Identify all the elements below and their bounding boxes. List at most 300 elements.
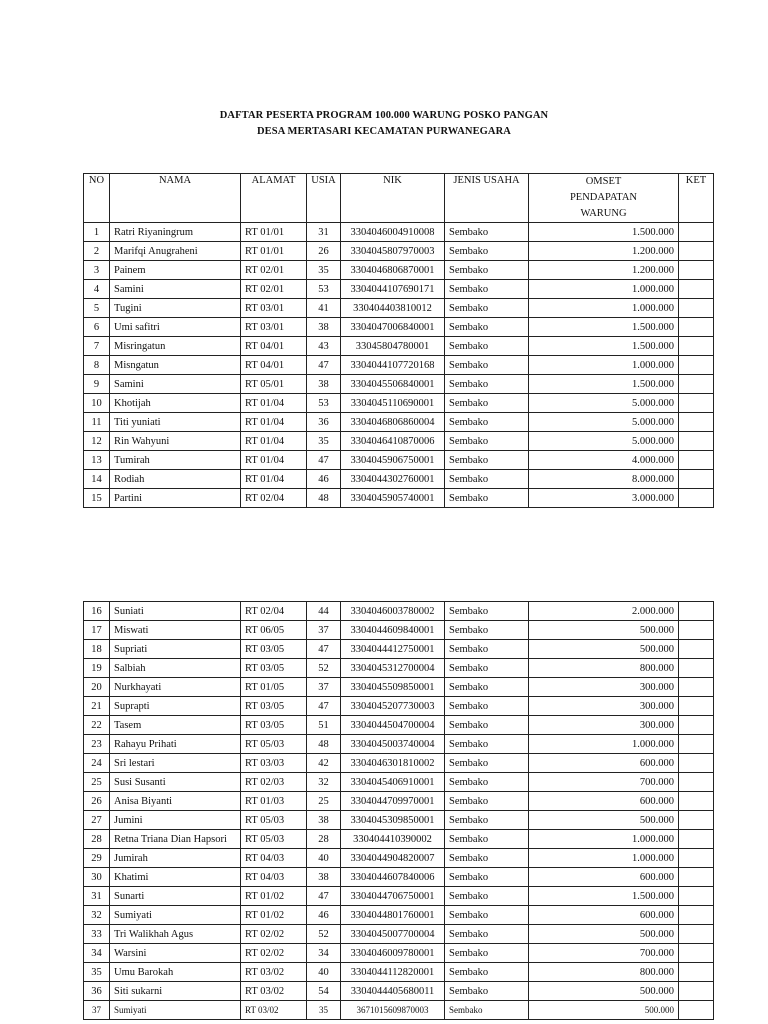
cell-usia: 47 xyxy=(307,697,341,716)
table-row xyxy=(84,830,714,849)
cell-omset: 1.500.000 xyxy=(529,223,679,242)
cell-alamat: RT 01/04 xyxy=(241,413,307,432)
table-row xyxy=(84,1001,714,1020)
cell-nama: Rahayu Prihati xyxy=(110,735,241,754)
cell-usia: 32 xyxy=(307,773,341,792)
cell-omset: 600.000 xyxy=(529,868,679,887)
cell-omset: 4.000.000 xyxy=(529,451,679,470)
cell-no: 32 xyxy=(84,906,110,925)
table-row xyxy=(84,716,714,735)
table-row xyxy=(84,640,714,659)
cell-jenis-usaha: Sembako xyxy=(445,849,529,868)
cell-no: 8 xyxy=(84,356,110,375)
cell-nik: 3304046009780001 xyxy=(341,944,445,963)
cell-ket xyxy=(679,413,714,432)
cell-no: 6 xyxy=(84,318,110,337)
cell-alamat: RT 03/01 xyxy=(241,299,307,318)
cell-ket xyxy=(679,925,714,944)
table-row xyxy=(84,773,714,792)
cell-ket xyxy=(679,337,714,356)
cell-usia: 38 xyxy=(307,318,341,337)
cell-usia: 35 xyxy=(307,261,341,280)
cell-nik: 3304045312700004 xyxy=(341,659,445,678)
table-row xyxy=(84,318,714,337)
cell-omset: 1.500.000 xyxy=(529,887,679,906)
cell-nama: Umu Barokah xyxy=(110,963,241,982)
cell-usia: 51 xyxy=(307,716,341,735)
cell-jenis-usaha: Sembako xyxy=(445,906,529,925)
cell-usia: 38 xyxy=(307,868,341,887)
table-row xyxy=(84,242,714,261)
cell-omset: 5.000.000 xyxy=(529,394,679,413)
cell-ket xyxy=(679,356,714,375)
cell-nik: 3304044609840001 xyxy=(341,621,445,640)
cell-usia: 53 xyxy=(307,280,341,299)
cell-ket xyxy=(679,982,714,1001)
cell-alamat: RT 06/05 xyxy=(241,621,307,640)
cell-nik: 3304045007700004 xyxy=(341,925,445,944)
cell-jenis-usaha: Sembako xyxy=(445,470,529,489)
cell-no: 29 xyxy=(84,849,110,868)
cell-alamat: RT 02/01 xyxy=(241,261,307,280)
cell-omset: 2.000.000 xyxy=(529,602,679,621)
table-row xyxy=(84,754,714,773)
table-row xyxy=(84,470,714,489)
cell-ket xyxy=(679,773,714,792)
cell-omset: 1.000.000 xyxy=(529,735,679,754)
cell-alamat: RT 04/03 xyxy=(241,849,307,868)
cell-omset: 1.000.000 xyxy=(529,280,679,299)
cell-usia: 44 xyxy=(307,602,341,621)
cell-no: 17 xyxy=(84,621,110,640)
cell-alamat: RT 05/01 xyxy=(241,375,307,394)
cell-no: 37 xyxy=(84,1001,110,1020)
header-omset: OMSET PENDAPATAN WARUNG xyxy=(529,174,679,223)
header-no: NO xyxy=(84,174,110,223)
cell-alamat: RT 05/03 xyxy=(241,811,307,830)
cell-jenis-usaha: Sembako xyxy=(445,602,529,621)
cell-nik: 3304045506840001 xyxy=(341,375,445,394)
cell-ket xyxy=(679,1001,714,1020)
cell-nama: Susi Susanti xyxy=(110,773,241,792)
cell-jenis-usaha: Sembako xyxy=(445,678,529,697)
cell-nama: Rin Wahyuni xyxy=(110,432,241,451)
table-row xyxy=(84,394,714,413)
cell-omset: 1.000.000 xyxy=(529,299,679,318)
cell-omset: 700.000 xyxy=(529,944,679,963)
table-row xyxy=(84,337,714,356)
cell-jenis-usaha: Sembako xyxy=(445,318,529,337)
cell-omset: 700.000 xyxy=(529,773,679,792)
cell-jenis-usaha: Sembako xyxy=(445,621,529,640)
table-row xyxy=(84,261,714,280)
table-row xyxy=(84,602,714,621)
cell-nama: Misringatun xyxy=(110,337,241,356)
cell-alamat: RT 04/01 xyxy=(241,356,307,375)
cell-usia: 47 xyxy=(307,356,341,375)
cell-omset: 500.000 xyxy=(529,640,679,659)
table-row xyxy=(84,280,714,299)
cell-alamat: RT 03/02 xyxy=(241,1001,307,1020)
cell-usia: 26 xyxy=(307,242,341,261)
cell-nik: 3304046806870001 xyxy=(341,261,445,280)
cell-nama: Warsini xyxy=(110,944,241,963)
cell-jenis-usaha: Sembako xyxy=(445,735,529,754)
cell-jenis-usaha: Sembako xyxy=(445,242,529,261)
cell-nama: Titi yuniati xyxy=(110,413,241,432)
cell-usia: 31 xyxy=(307,223,341,242)
table-row xyxy=(84,299,714,318)
cell-nik: 3304045406910001 xyxy=(341,773,445,792)
cell-jenis-usaha: Sembako xyxy=(445,489,529,508)
cell-alamat: RT 05/03 xyxy=(241,735,307,754)
cell-jenis-usaha: Sembako xyxy=(445,375,529,394)
table-row xyxy=(84,792,714,811)
cell-omset: 1.200.000 xyxy=(529,261,679,280)
cell-ket xyxy=(679,944,714,963)
cell-alamat: RT 03/05 xyxy=(241,716,307,735)
cell-nik: 3304044904820007 xyxy=(341,849,445,868)
cell-ket xyxy=(679,830,714,849)
cell-alamat: RT 01/01 xyxy=(241,223,307,242)
table-body-2 xyxy=(84,602,714,1020)
cell-ket xyxy=(679,261,714,280)
cell-ket xyxy=(679,432,714,451)
cell-omset: 1.500.000 xyxy=(529,337,679,356)
cell-nama: Suprapti xyxy=(110,697,241,716)
cell-ket xyxy=(679,887,714,906)
cell-no: 25 xyxy=(84,773,110,792)
cell-nik: 3304046301810002 xyxy=(341,754,445,773)
cell-no: 18 xyxy=(84,640,110,659)
cell-usia: 54 xyxy=(307,982,341,1001)
table-row xyxy=(84,413,714,432)
header-jenis-usaha: JENIS USAHA xyxy=(445,174,529,223)
cell-jenis-usaha: Sembako xyxy=(445,356,529,375)
table-row xyxy=(84,925,714,944)
cell-nama: Partini xyxy=(110,489,241,508)
cell-nama: Sumiyati xyxy=(110,906,241,925)
cell-nik: 3304044107690171 xyxy=(341,280,445,299)
cell-ket xyxy=(679,678,714,697)
cell-no: 23 xyxy=(84,735,110,754)
table-row xyxy=(84,735,714,754)
cell-alamat: RT 04/03 xyxy=(241,868,307,887)
header-nama: NAMA xyxy=(110,174,241,223)
cell-nik: 3304046004910008 xyxy=(341,223,445,242)
table-row xyxy=(84,887,714,906)
cell-jenis-usaha: Sembako xyxy=(445,963,529,982)
cell-alamat: RT 02/03 xyxy=(241,773,307,792)
cell-ket xyxy=(679,299,714,318)
cell-omset: 500.000 xyxy=(529,982,679,1001)
cell-no: 36 xyxy=(84,982,110,1001)
cell-no: 3 xyxy=(84,261,110,280)
cell-nik: 3304044709970001 xyxy=(341,792,445,811)
cell-jenis-usaha: Sembako xyxy=(445,944,529,963)
table-row xyxy=(84,659,714,678)
cell-jenis-usaha: Sembako xyxy=(445,413,529,432)
cell-omset: 800.000 xyxy=(529,659,679,678)
cell-nama: Painem xyxy=(110,261,241,280)
cell-nama: Samini xyxy=(110,280,241,299)
cell-no: 20 xyxy=(84,678,110,697)
cell-nama: Miswati xyxy=(110,621,241,640)
cell-usia: 53 xyxy=(307,394,341,413)
cell-no: 12 xyxy=(84,432,110,451)
cell-ket xyxy=(679,640,714,659)
cell-ket xyxy=(679,451,714,470)
cell-no: 22 xyxy=(84,716,110,735)
cell-alamat: RT 03/01 xyxy=(241,318,307,337)
participants-table-2 xyxy=(83,601,714,1020)
document-subtitle: DESA MERTASARI KECAMATAN PURWANEGARA xyxy=(256,126,511,137)
cell-no: 1 xyxy=(84,223,110,242)
cell-alamat: RT 03/02 xyxy=(241,982,307,1001)
cell-usia: 42 xyxy=(307,754,341,773)
cell-nik: 330404410390002 xyxy=(341,830,445,849)
cell-nama: Nurkhayati xyxy=(110,678,241,697)
cell-alamat: RT 02/04 xyxy=(241,602,307,621)
cell-alamat: RT 01/03 xyxy=(241,792,307,811)
cell-usia: 47 xyxy=(307,451,341,470)
cell-usia: 52 xyxy=(307,659,341,678)
cell-ket xyxy=(679,375,714,394)
cell-no: 7 xyxy=(84,337,110,356)
table-row xyxy=(84,868,714,887)
cell-jenis-usaha: Sembako xyxy=(445,925,529,944)
cell-nik: 3304044801760001 xyxy=(341,906,445,925)
cell-no: 19 xyxy=(84,659,110,678)
cell-omset: 300.000 xyxy=(529,678,679,697)
cell-nama: Jumini xyxy=(110,811,241,830)
cell-jenis-usaha: Sembako xyxy=(445,830,529,849)
cell-nik: 3304044302760001 xyxy=(341,470,445,489)
cell-nik: 3304045110690001 xyxy=(341,394,445,413)
cell-alamat: RT 02/02 xyxy=(241,944,307,963)
cell-ket xyxy=(679,394,714,413)
cell-jenis-usaha: Sembako xyxy=(445,394,529,413)
cell-usia: 38 xyxy=(307,375,341,394)
cell-usia: 46 xyxy=(307,906,341,925)
cell-omset: 800.000 xyxy=(529,963,679,982)
cell-omset: 1.200.000 xyxy=(529,242,679,261)
cell-usia: 28 xyxy=(307,830,341,849)
cell-no: 11 xyxy=(84,413,110,432)
cell-nik: 3304044504700004 xyxy=(341,716,445,735)
cell-ket xyxy=(679,602,714,621)
cell-ket xyxy=(679,489,714,508)
cell-nama: Umi safitri xyxy=(110,318,241,337)
cell-ket xyxy=(679,621,714,640)
cell-alamat: RT 01/02 xyxy=(241,887,307,906)
cell-jenis-usaha: Sembako xyxy=(445,659,529,678)
cell-jenis-usaha: Sembako xyxy=(445,982,529,1001)
cell-omset: 600.000 xyxy=(529,906,679,925)
cell-ket xyxy=(679,868,714,887)
cell-usia: 48 xyxy=(307,735,341,754)
table-row xyxy=(84,678,714,697)
cell-nik: 3304045207730003 xyxy=(341,697,445,716)
cell-jenis-usaha: Sembako xyxy=(445,697,529,716)
cell-omset: 300.000 xyxy=(529,716,679,735)
cell-no: 26 xyxy=(84,792,110,811)
cell-jenis-usaha: Sembako xyxy=(445,811,529,830)
cell-nik: 3304045003740004 xyxy=(341,735,445,754)
cell-nama: Retna Triana Dian Hapsori xyxy=(110,830,241,849)
cell-jenis-usaha: Sembako xyxy=(445,773,529,792)
cell-omset: 5.000.000 xyxy=(529,432,679,451)
cell-alamat: RT 03/05 xyxy=(241,697,307,716)
cell-nama: Rodiah xyxy=(110,470,241,489)
cell-alamat: RT 03/03 xyxy=(241,754,307,773)
cell-no: 28 xyxy=(84,830,110,849)
cell-no: 14 xyxy=(84,470,110,489)
table-body-1 xyxy=(84,223,714,508)
cell-nik: 33045804780001 xyxy=(341,337,445,356)
table-row xyxy=(84,982,714,1001)
cell-no: 27 xyxy=(84,811,110,830)
cell-usia: 48 xyxy=(307,489,341,508)
cell-ket xyxy=(679,223,714,242)
cell-nama: Anisa Biyanti xyxy=(110,792,241,811)
cell-omset: 600.000 xyxy=(529,792,679,811)
cell-omset: 1.500.000 xyxy=(529,318,679,337)
cell-nama: Ratri Riyaningrum xyxy=(110,223,241,242)
cell-ket xyxy=(679,963,714,982)
table-row xyxy=(84,906,714,925)
cell-usia: 41 xyxy=(307,299,341,318)
cell-omset: 500.000 xyxy=(529,925,679,944)
cell-usia: 46 xyxy=(307,470,341,489)
cell-omset: 8.000.000 xyxy=(529,470,679,489)
cell-no: 24 xyxy=(84,754,110,773)
cell-nik: 3304044607840006 xyxy=(341,868,445,887)
cell-usia: 37 xyxy=(307,621,341,640)
cell-alamat: RT 01/04 xyxy=(241,470,307,489)
cell-usia: 36 xyxy=(307,413,341,432)
cell-jenis-usaha: Sembako xyxy=(445,280,529,299)
header-nik: NIK xyxy=(341,174,445,223)
cell-nama: Khatimi xyxy=(110,868,241,887)
cell-usia: 47 xyxy=(307,887,341,906)
cell-usia: 40 xyxy=(307,963,341,982)
table-row xyxy=(84,849,714,868)
cell-ket xyxy=(679,659,714,678)
cell-nama: Suniati xyxy=(110,602,241,621)
cell-nama: Siti sukarni xyxy=(110,982,241,1001)
cell-jenis-usaha: Sembako xyxy=(445,337,529,356)
header-usia: USIA xyxy=(307,174,341,223)
table-row xyxy=(84,944,714,963)
cell-nik: 3304046806860004 xyxy=(341,413,445,432)
cell-no: 21 xyxy=(84,697,110,716)
table-row xyxy=(84,697,714,716)
cell-nik: 330404403810012 xyxy=(341,299,445,318)
cell-no: 15 xyxy=(84,489,110,508)
cell-omset: 600.000 xyxy=(529,754,679,773)
cell-ket xyxy=(679,318,714,337)
cell-nik: 3304045309850001 xyxy=(341,811,445,830)
cell-alamat: RT 03/05 xyxy=(241,659,307,678)
cell-no: 4 xyxy=(84,280,110,299)
cell-omset: 500.000 xyxy=(529,1001,679,1020)
participants-table-1 xyxy=(83,173,714,508)
cell-jenis-usaha: Sembako xyxy=(445,716,529,735)
cell-nama: Misngatun xyxy=(110,356,241,375)
cell-jenis-usaha: Sembako xyxy=(445,754,529,773)
cell-ket xyxy=(679,754,714,773)
cell-alamat: RT 02/01 xyxy=(241,280,307,299)
cell-jenis-usaha: Sembako xyxy=(445,868,529,887)
cell-jenis-usaha: Sembako xyxy=(445,887,529,906)
cell-nama: Sumiyati xyxy=(110,1001,241,1020)
cell-jenis-usaha: Sembako xyxy=(445,451,529,470)
cell-omset: 500.000 xyxy=(529,621,679,640)
cell-nama: Jumirah xyxy=(110,849,241,868)
cell-nik: 3304047006840001 xyxy=(341,318,445,337)
cell-alamat: RT 04/01 xyxy=(241,337,307,356)
cell-usia: 25 xyxy=(307,792,341,811)
cell-nik: 3304046410870006 xyxy=(341,432,445,451)
header-ket: KET xyxy=(679,174,714,223)
cell-alamat: RT 01/04 xyxy=(241,394,307,413)
cell-nik: 3304044112820001 xyxy=(341,963,445,982)
cell-ket xyxy=(679,849,714,868)
cell-omset: 500.000 xyxy=(529,811,679,830)
cell-usia: 34 xyxy=(307,944,341,963)
cell-ket xyxy=(679,470,714,489)
cell-usia: 43 xyxy=(307,337,341,356)
cell-alamat: RT 05/03 xyxy=(241,830,307,849)
cell-nik: 3304045905740001 xyxy=(341,489,445,508)
table-row xyxy=(84,811,714,830)
cell-ket xyxy=(679,280,714,299)
document-title: DAFTAR PESERTA PROGRAM 100.000 WARUNG POSKO PANGAN xyxy=(219,110,549,121)
cell-usia: 38 xyxy=(307,811,341,830)
cell-nama: Marifqi Anugraheni xyxy=(110,242,241,261)
cell-jenis-usaha: Sembako xyxy=(445,792,529,811)
cell-nama: Sri lestari xyxy=(110,754,241,773)
table-row xyxy=(84,963,714,982)
cell-jenis-usaha: Sembako xyxy=(445,432,529,451)
cell-nik: 3671015609870003 xyxy=(341,1001,445,1020)
cell-alamat: RT 01/05 xyxy=(241,678,307,697)
cell-ket xyxy=(679,792,714,811)
cell-alamat: RT 02/02 xyxy=(241,925,307,944)
table-row xyxy=(84,375,714,394)
cell-usia: 35 xyxy=(307,432,341,451)
cell-alamat: RT 01/02 xyxy=(241,906,307,925)
cell-no: 2 xyxy=(84,242,110,261)
table-row xyxy=(84,451,714,470)
cell-jenis-usaha: Sembako xyxy=(445,1001,529,1020)
cell-alamat: RT 01/04 xyxy=(241,451,307,470)
cell-nik: 3304045509850001 xyxy=(341,678,445,697)
cell-nama: Tugini xyxy=(110,299,241,318)
cell-omset: 1.000.000 xyxy=(529,849,679,868)
cell-nama: Sunarti xyxy=(110,887,241,906)
cell-ket xyxy=(679,811,714,830)
cell-ket xyxy=(679,716,714,735)
cell-nama: Tumirah xyxy=(110,451,241,470)
cell-no: 16 xyxy=(84,602,110,621)
cell-alamat: RT 01/04 xyxy=(241,432,307,451)
cell-no: 34 xyxy=(84,944,110,963)
header-alamat: ALAMAT xyxy=(241,174,307,223)
cell-alamat: RT 03/02 xyxy=(241,963,307,982)
cell-omset: 1.000.000 xyxy=(529,356,679,375)
